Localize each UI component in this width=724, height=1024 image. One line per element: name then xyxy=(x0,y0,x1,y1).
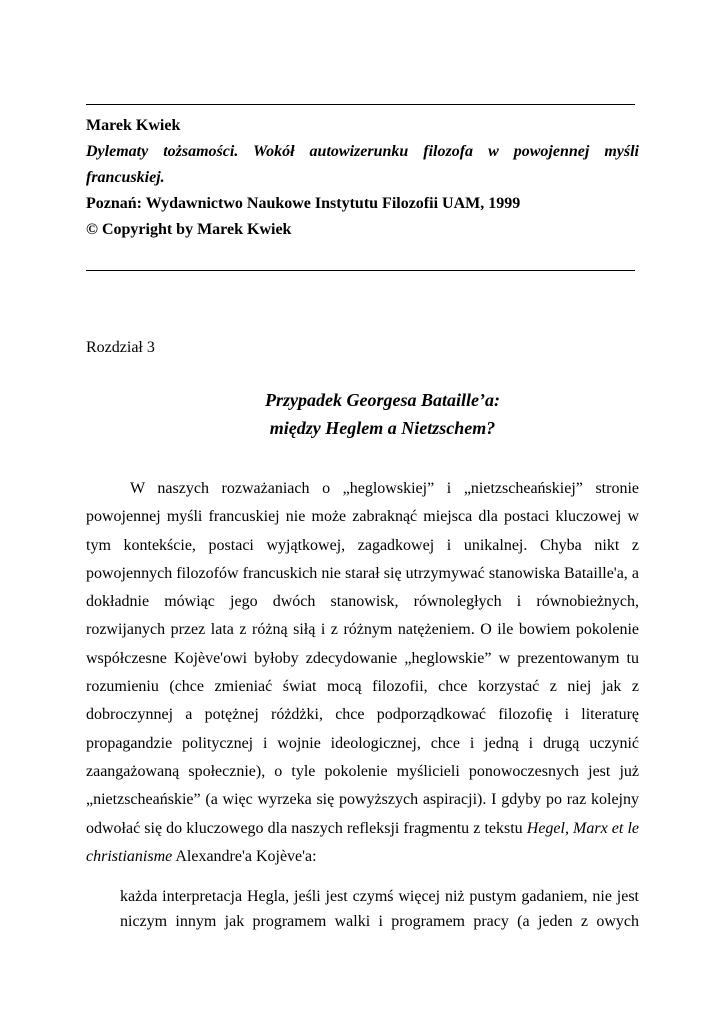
chapter-heading-line-1: Przypadek Georgesa Bataille’a: xyxy=(265,390,500,410)
chapter-heading-line-2: między Heglem a Nietzschem? xyxy=(269,418,496,438)
top-rule xyxy=(86,104,635,105)
chapter-label: Rozdział 3 xyxy=(86,339,155,356)
body-paragraph xyxy=(86,475,639,871)
paragraph-text: W naszych rozważaniach o „heglowskiej” i „nietzscheańskiej” stronie powojennej myśli francuskiej nie może zabraknąć miejsca dla postaci kluczowej w tym kontekście, postaci wyjątkowej, zagadkowej i unikalnej. Chyba nikt z powojennych filozofów francuskich nie starał się utrzymywać stanowiska Bataille'a, a dokładnie mówiąc jego dwóch stanowisk, równoległych i równobieżnych, rozwijanych przez lata z różną siłą i z różnym natężeniem. O ile bowiem pokolenie współczesne Kojève'owi byłoby zdecydowanie „heglowskie” w prezentowanym tu rozumieniu (chce zmieniać świat mocą filozofii, chce korzystać z niej jak z dobroczynnej a potężnej różdżki, chce podporządkować filozofię i literaturę propagandzie politycznej i wojnie ideologicznej, chce i jedną i drugą uczynić zaangażowaną społecznie), o tyle pokolenie myślicieli ponowoczesnych jest już „nietzscheańskie” (a więc wyrzeka się powyższych aspiracji). I gdyby po raz kolejny odwołać się do kluczowego dla naszych refleksji fragmentu z tekstu xyxy=(86,480,639,837)
cited-work-title: Hegel, Marx et le christianisme xyxy=(86,819,639,865)
publisher-line: Poznań: Wydawnictwo Naukowe Instytutu Filozofii UAM, 1999 xyxy=(86,195,521,212)
chapter-heading xyxy=(86,386,639,442)
block-quote: każda interpretacja Hegla, jeśli jest czymś więcej niż pustym gadaniem, nie jest niczym innym jak programem walki i programem pracy (a jeden z owych xyxy=(120,888,639,930)
copyright-line: © Copyright by Marek Kwiek xyxy=(86,221,292,238)
bottom-rule xyxy=(86,270,635,271)
book-title: Dylematy tożsamości. Wokół autowizerunku filozofa w powojennej myśli francuskiej. xyxy=(86,143,639,186)
paragraph-text-end: Alexandre'a Kojève'a: xyxy=(172,847,317,865)
author-name: Marek Kwiek xyxy=(86,117,181,134)
bibliographic-header xyxy=(86,113,639,243)
